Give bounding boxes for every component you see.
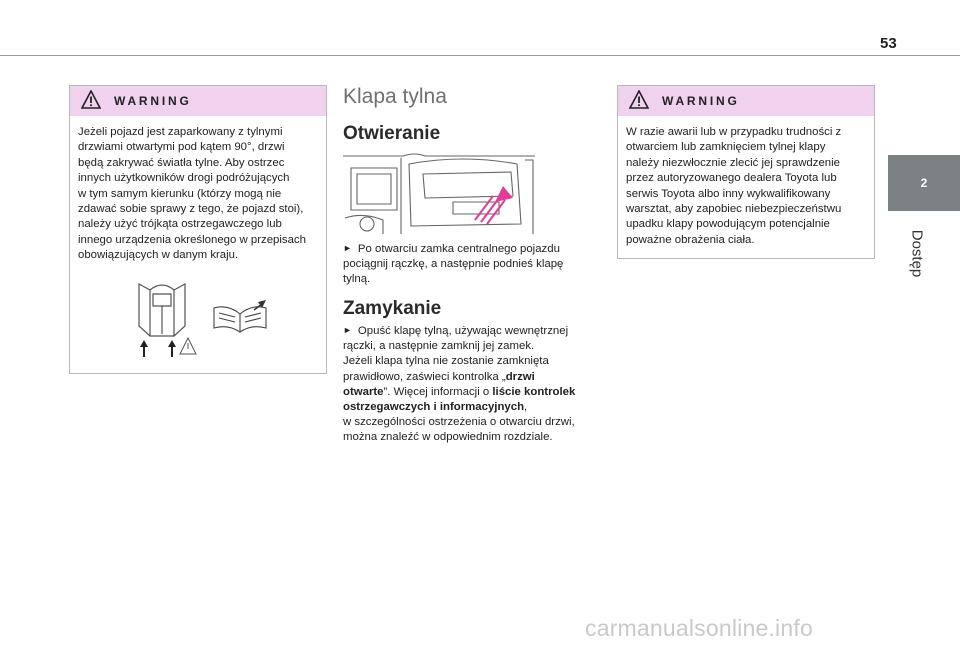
- text-span: prawidłowo, zaświeci kontrolka „: [343, 370, 506, 383]
- text-line: Opuść klapę tylną, używając wewnętrznej: [357, 325, 569, 337]
- tailgate-handle-illustration: [343, 150, 537, 234]
- text-line: rączki, a następnie zamknij jej zamek.: [343, 340, 535, 353]
- opening-line-1: [343, 241, 588, 257]
- text-line: przez autoryzowanego dealera Toyota lub: [626, 172, 837, 185]
- bold-term: drzwi: [505, 370, 535, 383]
- text-line: poważne obrażenia ciała.: [626, 233, 755, 246]
- right-warning-box: [617, 85, 875, 259]
- text-line: serwis Toyota albo inny wykwalifikowany: [626, 187, 831, 200]
- text-line: Po otwarciu zamka centralnego pojazdu: [357, 243, 560, 255]
- text-line: pociągnij rączkę, a następnie podnieś klapę: [343, 258, 564, 271]
- text-line: obowiązujących w danym kraju.: [78, 249, 239, 262]
- text-line: Jeżeli pojazd jest zaparkowany z tylnymi: [78, 126, 283, 138]
- left-warning-text: [70, 116, 326, 264]
- chapter-label: [902, 225, 926, 305]
- right-warning-title: WARNING: [662, 94, 740, 108]
- closing-line-5: [343, 385, 593, 400]
- closing-heading: Zamykanie: [343, 298, 442, 319]
- watermark: carmanualsonline.info: [585, 615, 813, 641]
- left-warning-header: [70, 86, 326, 116]
- right-warning-text: [618, 116, 874, 248]
- opening-paragraph: [343, 241, 588, 288]
- bold-term: liście kontrolek: [492, 385, 576, 398]
- text-line: innego urządzenia określonego w przepisach: [78, 233, 306, 246]
- text-line: W razie awarii lub w przypadku trudności z: [626, 126, 842, 138]
- right-warning-header: [618, 86, 874, 116]
- text-line: tylną.: [343, 273, 371, 286]
- text-line: będą zakrywać światła tylne. Aby ostrzec: [78, 156, 285, 169]
- left-warning-box: [69, 85, 327, 374]
- bullet-arrow-icon: ►: [343, 243, 352, 253]
- closing-line-1: [343, 323, 593, 339]
- text-span: ,: [524, 401, 528, 414]
- text-line: innych użytkowników drogi podróżujących: [78, 172, 290, 185]
- text-line: warsztat, aby zapobiec niebezpieczeństwu: [626, 203, 842, 216]
- manual-book-icon: [210, 298, 272, 334]
- text-line: otwarciem lub zamknięciem tylnej klapy: [626, 141, 826, 154]
- closing-line-6: [343, 400, 593, 415]
- closing-paragraph: [343, 323, 593, 446]
- chapter-tab[interactable]: 2: [888, 155, 960, 211]
- text-line: zdawać sobie sprawy z tego, że pojazd stoi),: [78, 203, 304, 216]
- text-line: można znaleźć w odpowiednim rozdziale.: [343, 431, 553, 444]
- warning-triangle-icon: [81, 90, 101, 110]
- chapter-label-text: Dostęp: [908, 229, 926, 278]
- text-span: ”. Więcej informacji o: [383, 385, 493, 398]
- section-title: Klapa tylna: [343, 85, 447, 108]
- left-warning-title: WARNING: [114, 94, 192, 108]
- top-divider: [0, 55, 960, 56]
- text-line: w szczególności ostrzeżenia o otwarciu drzwi,: [343, 416, 575, 429]
- bullet-arrow-icon: ►: [343, 325, 352, 335]
- text-line: upadku klapy powodującym potencjalnie: [626, 218, 830, 231]
- bold-term: otwarte: [343, 385, 384, 398]
- text-line: drzwiami otwartymi pod kątem 90°, drzwi: [78, 141, 285, 154]
- opening-heading: Otwieranie: [343, 123, 441, 144]
- text-line: należy użyć trójkąta ostrzegawczego lub: [78, 218, 282, 231]
- bold-term: ostrzegawczych i informacyjnych: [343, 401, 525, 414]
- closing-line-4: [343, 370, 593, 385]
- text-line: należy niezwłocznie zlecić jej sprawdzenie: [626, 156, 840, 169]
- text-line: Jeżeli klapa tylna nie zostanie zamknięta: [343, 355, 549, 368]
- text-line: w tym samym kierunku (którzy mogą nie: [78, 187, 282, 200]
- page-number: 53: [880, 35, 897, 52]
- warning-triangle-icon: [629, 90, 649, 110]
